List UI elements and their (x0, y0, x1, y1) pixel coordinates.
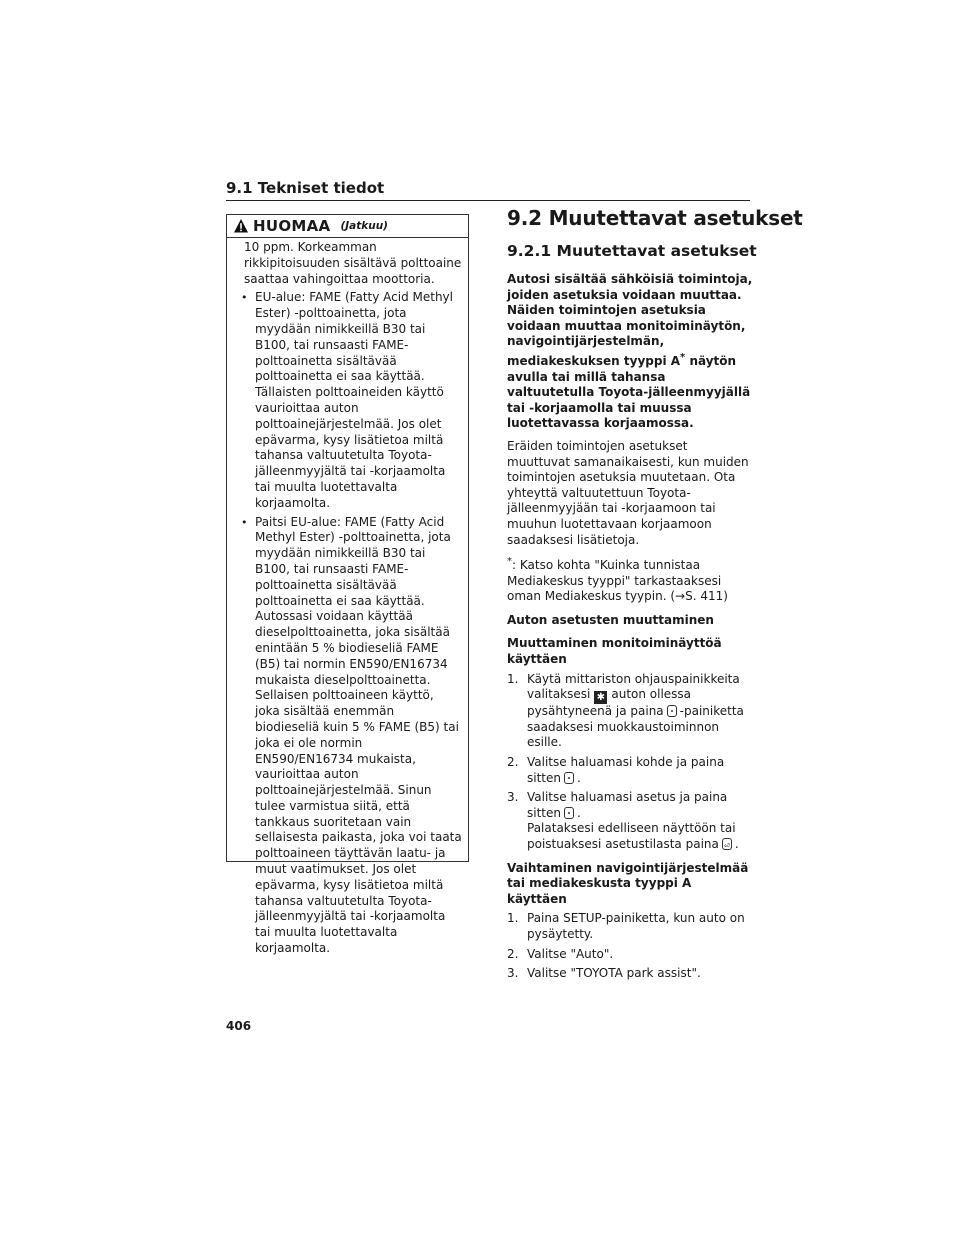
step-text: Paina SETUP-painiketta, kun auto on pysäytetty. (527, 911, 745, 941)
note-continuation-text: 10 ppm. Korkeamman rikkipitoisuuden sisältävä polttoaine saattaa vahingoittaa moottoria. (244, 240, 462, 286)
step-number: 1. (507, 911, 519, 926)
note-title: HUOMAA (253, 217, 331, 235)
step-text: -painiketta saadaksesi muokkaustoiminnon esille. (527, 704, 744, 750)
note-bullet-non-eu: • Paitsi EU-alue: FAME (Fatty Acid Methyl Ester) -polttoainetta, jota myydään nimikkeillä B30 tai B100, tai runsaasti FAME-polttoainetta sisältävää polttoainetta ei saa käyttää. Autossasi voidaan käyttää dieselpolttoainetta, joka sisältää enintään 5 % biodieseliä FAME (B5) tai normin EN590/EN16734 mukaista dieselpolttoainetta. Sellaisen polttoaineen käyttö, joka sisältää enemmän biodieseliä kuin 5 % FAME (B5) tai joka ei ole normin EN590/EN16734 mukaista, vaurioittaa auton polttoainejärjestelmää. Sinun tulee varmistua siitä, että tankkaus suoritetaan vain sellaisesta paikasta, joka voi taata polttoaineen täyttävän laatu- ja muut vaatimukset. Jos olet epävarma, kysy lisätietoa miltä tahansa valtuutetulta Toyota-jälleenmyyjältä tai -korjaamolta tai muulta luotettavalta korjaamolta. (241, 515, 462, 957)
step-number: 2. (507, 755, 519, 770)
warning-icon (233, 218, 249, 234)
section-header (226, 178, 750, 201)
step-text: Valitse haluamasi kohde ja paina sitten (527, 755, 725, 785)
subheading-vehicle-settings: Auton asetusten muuttaminen (507, 612, 714, 627)
note-continued-label: (Jatkuu) (340, 220, 388, 232)
step-text: Käytä mittariston ohjauspainikkeita valitaksesi (527, 671, 740, 702)
settings-paragraph: Eräiden toimintojen asetukset muuttuvat samanaikaisesti, kun muiden toimintojen asetuksia muutetaan. Ota yhteyttä valtuutettuun Toyota-jälleenmyyjään tai -korjaamoon tai muuhun luotettavaan korjaamoon saadaksesi lisätietoja. (507, 438, 749, 547)
section-heading: 9.2.1 Muutettavat asetukset (507, 242, 757, 260)
step-text: . (576, 805, 581, 820)
step-text: Palataksesi edelliseen näyttöön tai poistuaksesi asetustilasta paina (527, 821, 736, 851)
step-number: 3. (507, 966, 519, 981)
step-text: Valitse "Auto". (527, 946, 614, 961)
note-bullet-eu: • EU-alue: FAME (Fatty Acid Methyl Ester) -polttoainetta, jota myydään nimikkeillä B30 tai B100, tai runsaasti FAME-polttoainetta sisältävää polttoainetta ei saa käyttää. Tällaisten polttoaineiden käyttö vaurioittaa auton polttoainejärjestelmää. Jos olet epävarma, kysy lisätietoa miltä tahansa valtuutetulta Toyota-jälleenmyyjältä tai -korjaamolta tai muulta luotettavalta korjaamolta. (241, 290, 462, 511)
page-number: 406 (226, 1019, 252, 1033)
step-number: 3. (507, 790, 519, 805)
footnote-mark: * (507, 556, 512, 568)
subheading-multi-display: Muuttaminen monitoiminäyttöä käyttäen (507, 636, 722, 667)
footnote (507, 554, 753, 605)
settings-gear-icon: ✱ (594, 691, 607, 704)
section-title: 9.1 Tekniset tiedot (226, 179, 385, 197)
step-text: Valitse "TOYOTA park assist". (527, 966, 701, 981)
ok-button-icon (667, 705, 677, 717)
step-text: . (576, 770, 581, 785)
step-text: auton ollessa pysähtyneenä ja paina (527, 687, 692, 719)
step-1 (507, 672, 753, 751)
step-number: 1. (507, 671, 519, 686)
subheading-navigation: Vaihtaminen navigointijärjestelmää tai mediakeskusta tyyppi A käyttäen (507, 860, 749, 906)
intro-text-a: Autosi sisältää sähköisiä toimintoja, joiden asetuksia voidaan muuttaa. Näiden toimintojen asetuksia voidaan muuttaa monitoiminäytön, navigointijärjestelmän, mediakeskuksen tyyppi A (507, 272, 753, 368)
back-button-icon (722, 838, 732, 850)
intro-paragraph (507, 272, 753, 432)
ok-button-icon (564, 772, 574, 784)
intro-text-b: näytön avulla tai millä tahansa valtuutetulla Toyota-jälleenmyyjällä tai -korjaamolla tai muussa luotettavassa korjaamossa. (507, 353, 751, 431)
note-box (226, 214, 469, 956)
step-text: . (734, 837, 739, 851)
chapter-heading: 9.2 Muutettavat asetukset (507, 206, 803, 230)
ok-button-icon (564, 807, 574, 819)
step-text: Valitse haluamasi asetus ja paina sitten (527, 790, 728, 820)
step-3 (507, 790, 753, 852)
right-column (507, 206, 803, 982)
note-body (227, 238, 468, 957)
step-number: 2. (507, 946, 519, 961)
nav-step-3 (507, 966, 753, 982)
nav-step-2 (507, 947, 753, 963)
intro-footnote-mark: * (680, 351, 686, 363)
note-header (227, 215, 468, 238)
step-2 (507, 755, 753, 786)
footnote-text: : Katso kohta "Kuinka tunnistaa Mediakeskus tyyppi" tarkastaaksesi oman Mediakeskus tyypin. (→S. 411) (507, 558, 728, 604)
nav-step-1 (507, 911, 753, 942)
